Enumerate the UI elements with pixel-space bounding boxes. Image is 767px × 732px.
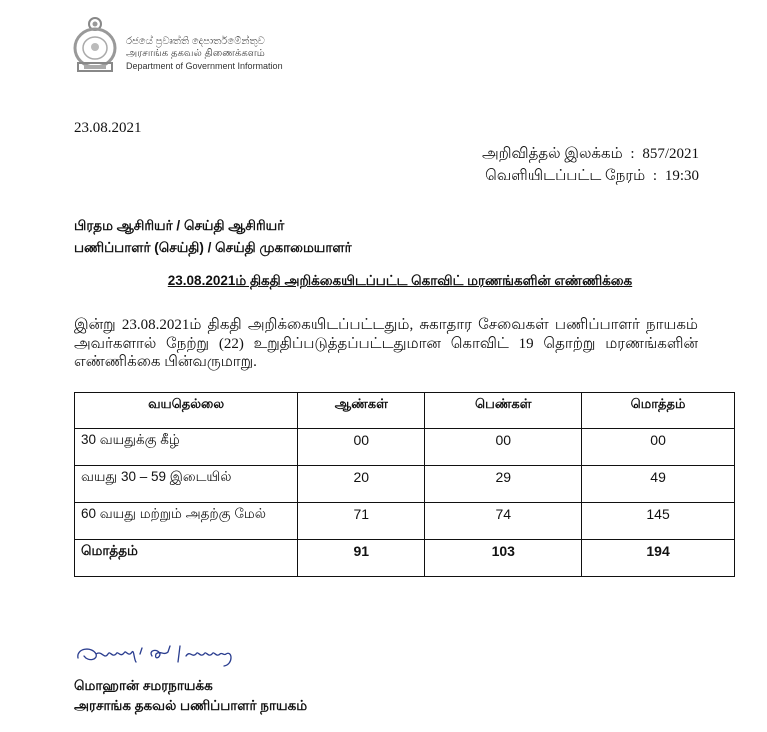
male-cell: 71 <box>298 503 425 540</box>
intro-paragraph: இன்று 23.08.2021ம் திகதி அறிக்கையிடப்பட்டதும், சுகாதார சேவைகள் பணிப்பாளர் நாயகம் அவர்களால் நேற்று (22) உறுதிப்படுத்தப்பட்டதுமான கொவிட் 19 தொற்று மரணங்களின் எண்ணிக்கை பின்வருமாறு. <box>74 317 698 370</box>
signatory-designation: அரசாங்க தகவல் பணிப்பாளர் நாயகம் <box>74 698 308 713</box>
male-cell: 00 <box>298 429 425 466</box>
release-time-label: வெளியிடப்பட்ட நேரம் <box>485 168 646 184</box>
addressees <box>74 215 352 259</box>
total-label-cell: மொத்தம் <box>75 540 298 577</box>
female-cell: 74 <box>425 503 582 540</box>
total-cell: 145 <box>582 503 735 540</box>
release-time-row <box>478 165 699 187</box>
table-row <box>75 466 735 503</box>
male-cell: 20 <box>298 466 425 503</box>
dept-name-english: Department of Government Information <box>126 61 283 71</box>
header-total: மொத்தம் <box>582 393 735 429</box>
table-total-row <box>75 540 735 577</box>
reference-block <box>478 143 699 187</box>
age-range-cell: 30 வயதுக்கு கீழ் <box>75 429 298 466</box>
dept-name-tamil: அரசாங்க தகவல் திணைக்களம் <box>126 48 265 59</box>
header-age-range: வயதெல்லை <box>75 393 298 429</box>
deaths-table <box>74 392 735 577</box>
female-cell: 29 <box>425 466 582 503</box>
signatory-block <box>74 676 307 716</box>
release-time-separator: : <box>652 168 658 184</box>
notice-number-separator: : <box>630 146 635 162</box>
table-row <box>75 429 735 466</box>
header-female: பெண்கள் <box>425 393 582 429</box>
age-range-cell: 60 வயது மற்றும் அதற்கு மேல் <box>75 503 298 540</box>
header-male: ஆண்கள் <box>298 393 425 429</box>
grand-total-cell: 194 <box>582 540 735 577</box>
female-total-cell: 103 <box>425 540 582 577</box>
total-cell: 49 <box>582 466 735 503</box>
department-name-block <box>126 36 283 72</box>
table-row <box>75 503 735 540</box>
addressee-line: பிரதம ஆசிரியர் / செய்தி ஆசிரியர் <box>74 218 285 233</box>
document-title: 23.08.2021ம் திகதி அறிக்கையிடப்பட்ட கொவிட் மரணங்களின் எண்ணிக்கை <box>167 273 633 288</box>
table-header-row <box>75 393 735 429</box>
notice-number-row <box>478 143 699 165</box>
female-cell: 00 <box>425 429 582 466</box>
addressee-line: பணிப்பாளர் (செய்தி) / செய்தி முகாமையாளர் <box>74 240 352 255</box>
handwritten-signature <box>74 640 264 670</box>
document-date: 23.08.2021 <box>74 120 142 136</box>
release-time-value: 19:30 <box>664 168 699 184</box>
signatory-name: மொஹான் சமரநாயக்க <box>74 678 213 693</box>
male-total-cell: 91 <box>298 540 425 577</box>
age-range-cell: வயது 30 – 59 இடையில் <box>75 466 298 503</box>
emblem-logo <box>70 15 120 77</box>
total-cell: 00 <box>582 429 735 466</box>
dept-name-sinhala: රජයේ ප්‍රවෘත්ති දෙපාර්තමේන්තුව <box>126 36 265 47</box>
notice-number-value: 857/2021 <box>642 146 699 162</box>
notice-number-label: அறிவித்தல் இலக்கம் <box>481 146 623 162</box>
